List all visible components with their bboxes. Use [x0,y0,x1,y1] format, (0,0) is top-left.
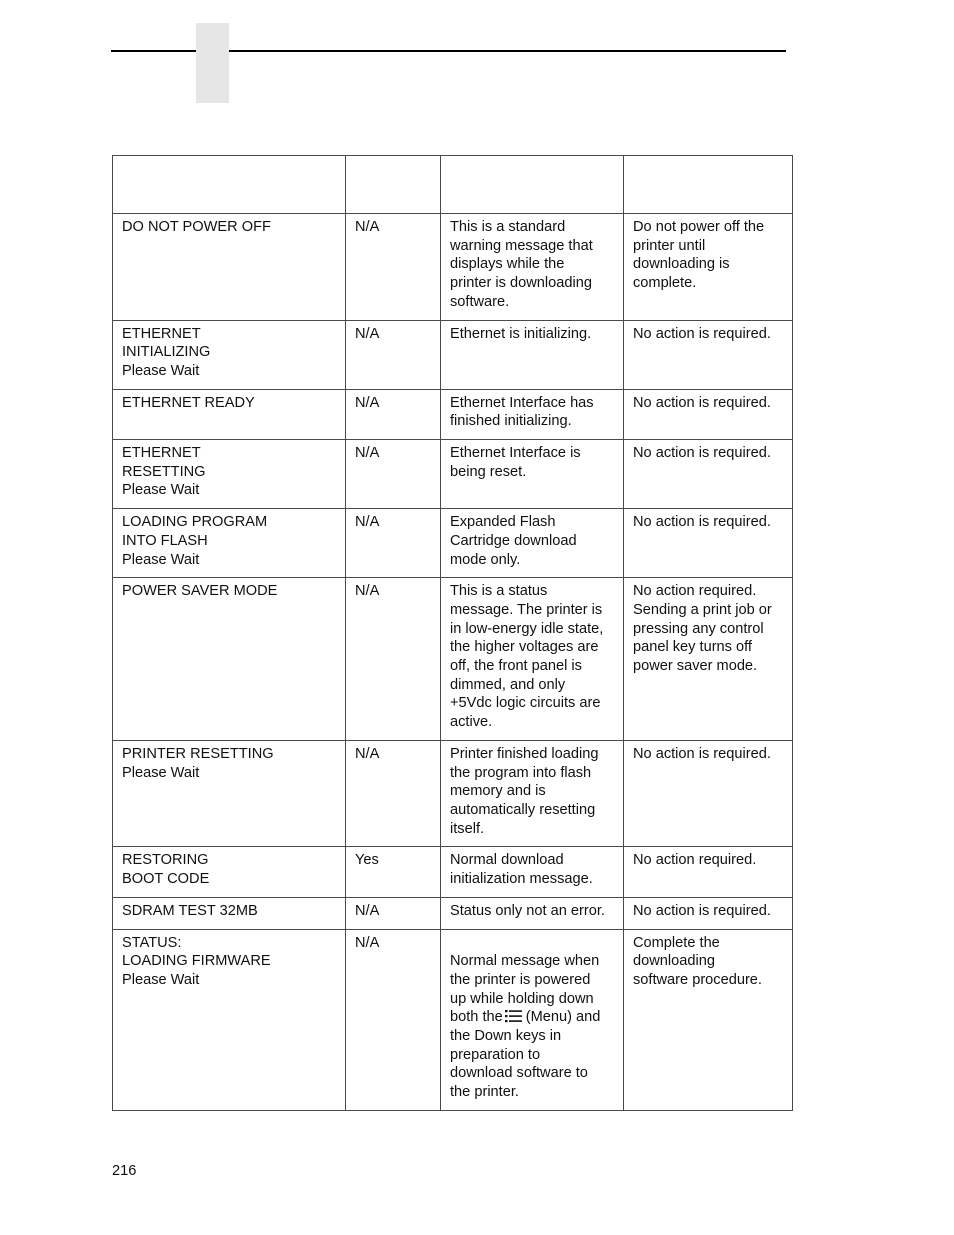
table-row [113,389,793,439]
menu-icon [505,1009,523,1023]
explanation-cell [441,929,624,1110]
flag-cell: N/A [346,389,441,439]
flag-cell: N/A [346,929,441,1110]
explanation-cell: This is a standard warning message that displays while the printer is downloading software. [441,214,624,321]
action-cell: No action required. Sending a print job or pressing any control panel key turns off power saver mode. [624,578,793,741]
chapter-tab [196,23,229,103]
table-row [113,214,793,321]
message-table [112,155,793,1111]
message-cell: ETHERNET READY [113,389,346,439]
explanation-text-part1: Normal message when the printer is powered up while holding down [450,953,600,1007]
explanation-cell: Expanded Flash Cartridge download mode only. [441,509,624,578]
flag-cell: N/A [346,320,441,389]
action-cell: No action is required. [624,509,793,578]
table-row [113,847,793,897]
message-cell: RESTORING BOOT CODE [113,847,346,897]
table-row [113,578,793,741]
explanation-text-before-icon: both the [450,1009,503,1026]
message-cell: LOADING PROGRAM INTO FLASH Please Wait [113,509,346,578]
action-cell: No action is required. [624,440,793,509]
flag-cell: N/A [346,740,441,847]
header-cell-flag [346,156,441,214]
header-cell-action [624,156,793,214]
flag-cell: N/A [346,440,441,509]
explanation-cell: This is a status message. The printer is in low-energy idle state, the higher voltages are off, the front panel is dimmed, and only +5Vdc logic circuits are active. [441,578,624,741]
header-row [113,156,793,214]
table-row [113,897,793,929]
flag-cell: N/A [346,509,441,578]
flag-cell: N/A [346,897,441,929]
table-row [113,440,793,509]
header-cell-explanation [441,156,624,214]
action-cell: No action is required. [624,740,793,847]
message-cell: ETHERNET INITIALIZING Please Wait [113,320,346,389]
table-row [113,929,793,1110]
action-cell: No action required. [624,847,793,897]
explanation-cell: Ethernet Interface has finished initializing. [441,389,624,439]
explanation-text-after-icon: (Menu) and the Down keys in preparation to download software to the printer. [450,1009,601,1101]
explanation-cell: Ethernet Interface is being reset. [441,440,624,509]
flag-cell: N/A [346,578,441,741]
header-cell-message [113,156,346,214]
table-row [113,740,793,847]
table-body [113,214,793,1111]
explanation-cell: Printer finished loading the program into flash memory and is automatically resetting itself. [441,740,624,847]
action-cell: No action is required. [624,320,793,389]
page-number: 216 [112,1163,137,1179]
table-row [113,320,793,389]
action-cell: No action is required. [624,389,793,439]
message-cell: PRINTER RESETTING Please Wait [113,740,346,847]
message-cell: STATUS: LOADING FIRMWARE Please Wait [113,929,346,1110]
flag-cell: Yes [346,847,441,897]
explanation-cell: Ethernet is initializing. [441,320,624,389]
message-cell: POWER SAVER MODE [113,578,346,741]
table-header [113,156,793,214]
message-cell: ETHERNET RESETTING Please Wait [113,440,346,509]
flag-cell: N/A [346,214,441,321]
explanation-cell: Status only not an error. [441,897,624,929]
action-cell: Complete the downloading software procedure. [624,929,793,1110]
message-cell: SDRAM TEST 32MB [113,897,346,929]
message-cell: DO NOT POWER OFF [113,214,346,321]
action-cell: Do not power off the printer until downloading is complete. [624,214,793,321]
action-cell: No action is required. [624,897,793,929]
explanation-cell: Normal download initialization message. [441,847,624,897]
table-row [113,509,793,578]
